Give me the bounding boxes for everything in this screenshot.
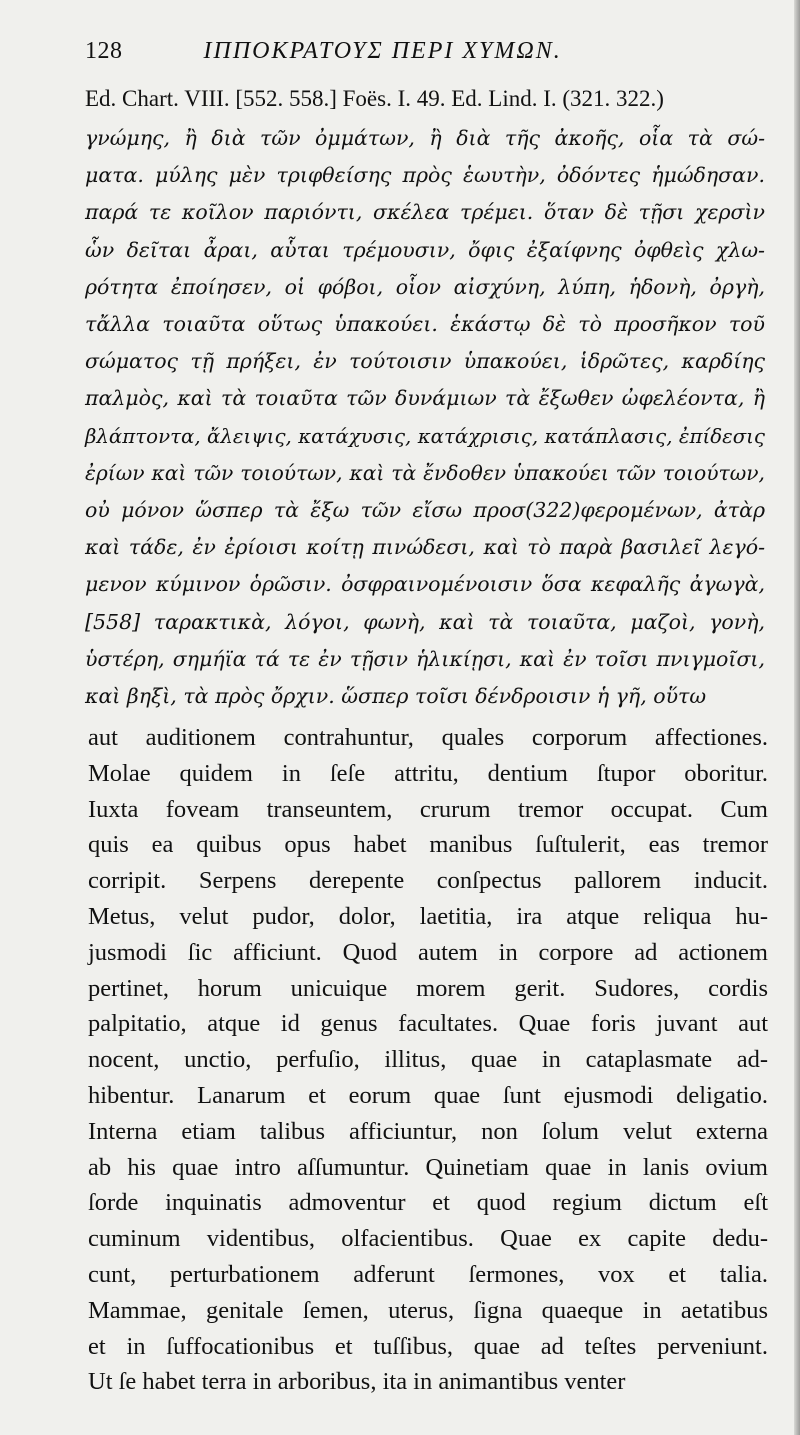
greek-line: σώματος τῇ πρήξει, ἐν τούτοισιν ὑπακούει, ἱδρῶτες, καρδίης: [85, 349, 765, 374]
greek-line: τἄλλα τοιαῦτα οὕτως ὑπακούει. ἑκάστῳ δὲ τὸ προσῆκον τοῦ: [85, 312, 765, 337]
latin-line: Metus, velut pudor, dolor, laetitia, ira atque reliqua hu-: [88, 902, 768, 930]
greek-line: παλμὸς, καὶ τὰ τοιαῦτα τῶν δυνάμιων τὰ ἔξωθεν ὠφελέοντα, ἢ: [85, 386, 765, 411]
latin-line: corripit. Serpens derepente conſpectus pallorem inducit.: [88, 867, 768, 895]
latin-line: pertinet, horum unicuique morem gerit. Sudores, cordis: [88, 974, 768, 1002]
latin-line: cuminum videntibus, olfacientibus. Quae ex capite dedu-: [88, 1225, 768, 1253]
running-header: [85, 38, 725, 65]
latin-line: quis ea quibus opus habet manibus ſuſtulerit, eas tremor: [88, 831, 768, 859]
running-title: ΙΠΠΟΚΡΑΤΟΥΣ ΠΕΡΙ ΧΥΜΩΝ.: [203, 38, 562, 64]
greek-line: ἐρίων καὶ τῶν τοιούτων, καὶ τὰ ἔνδοθεν ὑπακούει τῶν τοιούτων,: [85, 460, 765, 485]
latin-line: hibentur. Lanarum et eorum quae ſunt ejusmodi deligatio.: [88, 1081, 768, 1109]
latin-line: ſorde inquinatis admoventur et quod regium dictum eſt: [88, 1189, 768, 1217]
latin-line: Interna etiam talibus afficiuntur, non ſolum velut externa: [88, 1117, 768, 1145]
latin-line: ab his quae intro aſſumuntur. Quinetiam quae in lanis ovium: [88, 1153, 768, 1181]
page-number: 128: [85, 38, 123, 64]
greek-line: ὑστέρη, σημήϊα τά τε ἐν τῇσιν ἡλικίῃσι, καὶ ἐν τοῖσι πνιγμοῖσι,: [85, 646, 765, 671]
greek-line: καὶ τάδε, ἐν ἐρίοισι κοίτῃ πινώδεσι, καὶ τὸ παρὰ βασιλεῖ λεγό-: [85, 535, 765, 560]
latin-line: jusmodi ſic afficiunt. Quod autem in corpore ad actionem: [88, 938, 768, 966]
greek-line: [558] ταρακτικὰ, λόγοι, φωνὴ, καὶ τὰ τοιαῦτα, μαζοὶ, γονὴ,: [85, 609, 765, 634]
latin-line: aut auditionem contrahuntur, quales corporum affectiones.: [88, 724, 768, 751]
greek-line: ρότητα ἐποίησεν, οἱ φόβοι, οἷον αἰσχύνη, λύπη, ἡδονὴ, ὀργὴ,: [85, 274, 765, 299]
latin-line: et in ſuffocationibus et tuſſibus, quae ad teſtes perveniunt.: [88, 1332, 768, 1360]
greek-line: ματα. μύλης μὲν τριφθείσης πρὸς ἑωυτὴν, ὀδόντες ἡμώδησαν.: [85, 163, 765, 188]
greek-line: οὐ μόνον ὥσπερ τὰ ἔξω τῶν εἴσω προσ(322)φερομένων, ἀτὰρ: [85, 498, 765, 523]
greek-line: ὧν δεῖται ἆραι, αὗται τρέμουσιν, ὄφις ἐξαίφνης ὀφθεὶς χλω-: [85, 237, 765, 262]
latin-line: Iuxta foveam transeuntem, crurum tremor occupat. Cum: [88, 795, 768, 823]
latin-line: nocent, unctio, perfuſio, illitus, quae in cataplasmate ad-: [88, 1046, 768, 1074]
greek-line: μενον κύμινον ὁρῶσιν. ὀσφραινομένοισιν ὅσα κεφαλῆς ἀγωγὰ,: [85, 572, 765, 597]
latin-line: palpitatio, atque id genus facultates. Quae foris juvant aut: [88, 1010, 768, 1038]
greek-line: γνώμης, ἢ διὰ τῶν ὀμμάτων, ἢ διὰ τῆς ἀκοῆς, οἷα τὰ σώ-: [85, 126, 765, 150]
greek-line: βλάπτοντα, ἄλειψις, κατάχυσις, κατάχρισις, κατάπλασις, ἐπίδεσις: [85, 424, 765, 448]
latin-line: Ut ſe habet terra in arboribus, ita in animantibus venter: [88, 1368, 626, 1396]
latin-line: Mammae, genitale ſemen, uterus, ſigna quaeque in aetatibus: [88, 1296, 768, 1324]
latin-text-block: [88, 720, 768, 1400]
greek-line: παρά τε κοῖλον παριόντι, σκέλεα τρέμει. ὅταν δὲ τῇσι χερσὶν: [85, 200, 765, 225]
latin-line: cunt, perturbationem adferunt ſermones, vox et talia.: [88, 1260, 768, 1288]
page-edge-shadow: [794, 0, 800, 1435]
greek-text-block: [85, 120, 765, 715]
greek-line: καὶ βηξὶ, τὰ πρὸς ὄρχιν. ὥσπερ τοῖσι δένδροισιν ἡ γῆ, οὕτω: [85, 684, 707, 709]
latin-line: Molae quidem in ſeſe attritu, dentium ſtupor oboritur.: [88, 759, 768, 787]
edition-reference-line: Ed. Chart. VIII. [552. 558.] Foës. I. 49. Ed. Lind. I. (321. 322.): [85, 86, 664, 111]
